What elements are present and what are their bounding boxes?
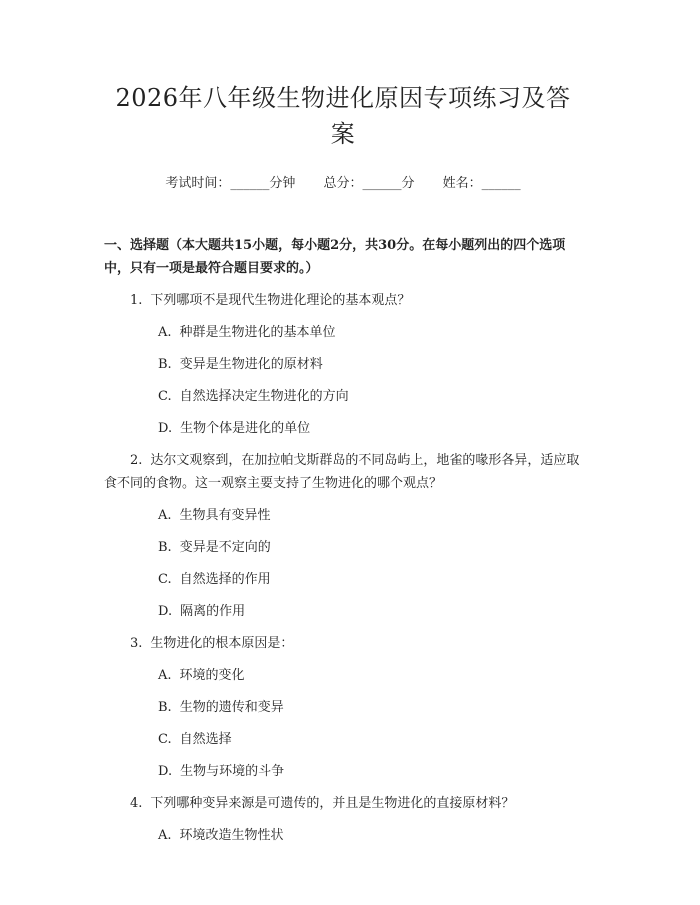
option-1a	[104, 321, 582, 344]
student-name-label: 姓名：	[442, 176, 482, 191]
option-2b	[104, 536, 582, 559]
option-3c	[104, 728, 582, 751]
question-3	[104, 632, 582, 655]
total-score-unit: 分	[401, 176, 415, 191]
question-number: 2.	[130, 453, 143, 468]
student-name-field	[443, 174, 521, 194]
student-name-blank: ______	[481, 176, 521, 191]
option-text: 种群是生物进化的基本单位	[179, 325, 336, 340]
exam-time-field	[165, 174, 295, 194]
option-letter: A.	[158, 668, 172, 683]
option-letter: C.	[158, 389, 172, 404]
exam-time-unit: 分钟	[269, 176, 296, 191]
option-text: 自然选择决定生物进化的方向	[179, 389, 349, 404]
section-heading: 一、选择题（本大题共15小题，每小题2分，共30分。在每小题列出的四个选项中，只有一项是最符合题目要求的。）	[104, 238, 566, 276]
exam-time-label: 考试时间：	[165, 176, 231, 191]
total-score-blank: ______	[362, 176, 402, 191]
option-text: 生物与环境的斗争	[180, 764, 285, 779]
page-title: 2026年八年级生物进化原因专项练习及答案	[115, 84, 571, 148]
question-4	[104, 792, 582, 815]
exam-info-line	[104, 174, 582, 194]
option-letter: A.	[158, 828, 172, 843]
option-3b	[104, 696, 582, 719]
option-text: 自然选择	[179, 732, 232, 747]
option-text: 生物个体是进化的单位	[180, 421, 311, 436]
option-text: 生物的遗传和变异	[179, 700, 284, 715]
option-2c	[104, 568, 582, 591]
question-1	[104, 289, 582, 312]
option-letter: D.	[158, 421, 173, 436]
exam-time-blank: ______	[230, 176, 270, 191]
question-text: 下列哪项不是现代生物进化理论的基本观点？	[150, 293, 411, 308]
option-text: 环境的变化	[179, 668, 245, 683]
option-letter: C.	[158, 732, 172, 747]
option-letter: A.	[158, 508, 172, 523]
option-4a	[104, 824, 582, 847]
total-score-label: 总分：	[323, 176, 363, 191]
option-text: 生物具有变异性	[179, 508, 271, 523]
option-letter: D.	[158, 764, 173, 779]
option-letter: B.	[158, 540, 172, 555]
question-text: 下列哪种变异来源是可遗传的，并且是生物进化的直接原材料？	[150, 796, 515, 811]
question-number: 1.	[130, 293, 143, 308]
question-number: 4.	[130, 796, 143, 811]
option-text: 环境改造生物性状	[179, 828, 284, 843]
option-letter: B.	[158, 357, 172, 372]
option-3a	[104, 664, 582, 687]
option-3d	[104, 760, 582, 783]
option-letter: A.	[158, 325, 172, 340]
option-2a	[104, 504, 582, 527]
question-2	[104, 449, 582, 495]
option-text: 隔离的作用	[180, 604, 246, 619]
option-1b	[104, 353, 582, 376]
option-1d	[104, 417, 582, 440]
option-letter: D.	[158, 604, 173, 619]
question-number: 3.	[130, 636, 143, 651]
option-letter: C.	[158, 572, 172, 587]
option-text: 自然选择的作用	[179, 572, 271, 587]
option-text: 变异是不定向的	[179, 540, 271, 555]
question-text: 生物进化的根本原因是：	[150, 636, 294, 651]
option-1c	[104, 385, 582, 408]
total-score-field	[323, 174, 414, 194]
option-text: 变异是生物进化的原材料	[179, 357, 323, 372]
option-letter: B.	[158, 700, 172, 715]
option-2d	[104, 600, 582, 623]
question-text: 达尔文观察到，在加拉帕戈斯群岛的不同岛屿上，地雀的喙形各异，适应取食不同的食物。这一观察主要支持了生物进化的哪个观点？	[104, 453, 580, 491]
